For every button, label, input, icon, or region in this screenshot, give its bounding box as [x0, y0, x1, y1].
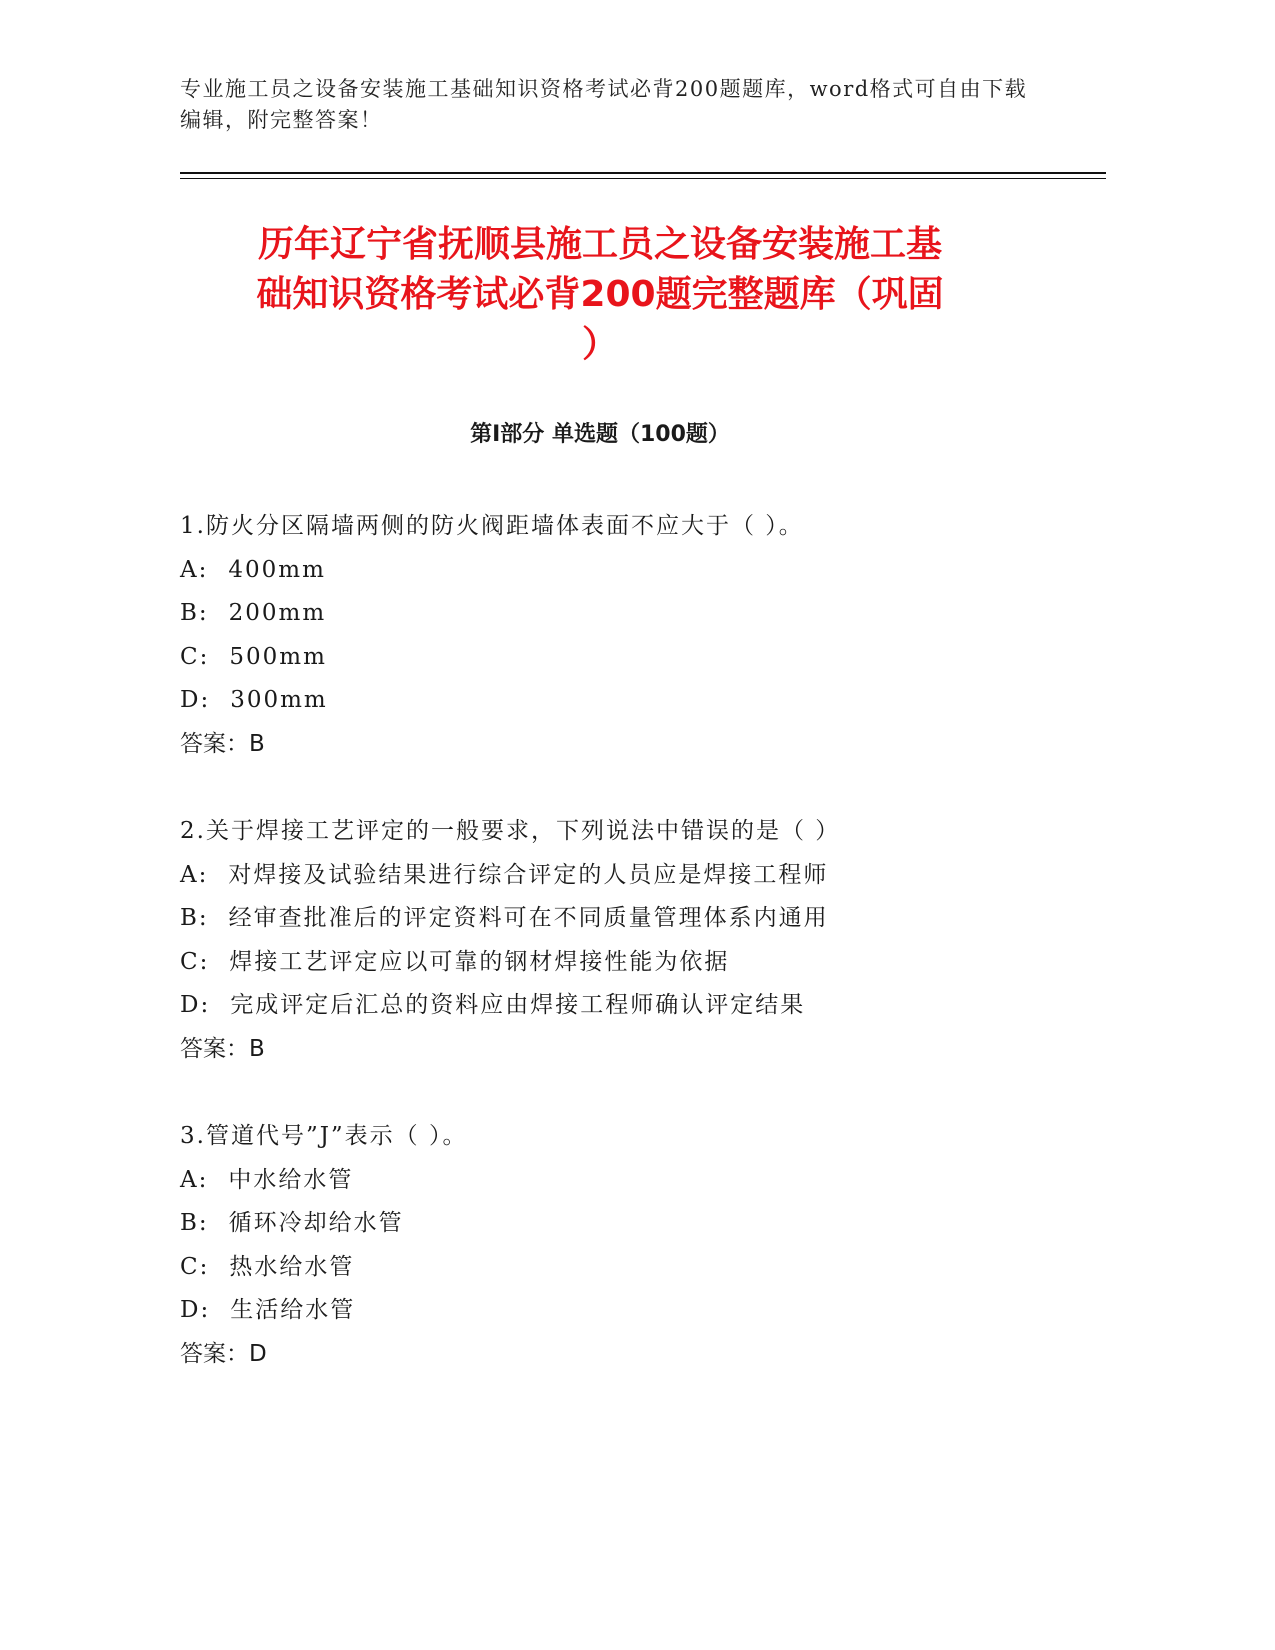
- question-1: [180, 505, 1080, 766]
- answer: 答案：B: [180, 730, 265, 757]
- option-text: 焊接工艺评定应以可靠的钢材焊接性能为依据: [229, 948, 730, 975]
- option-d: [180, 984, 1080, 1028]
- answer: 答案：B: [180, 1035, 265, 1062]
- header-rule-thin: [180, 178, 1106, 179]
- option-a: [180, 854, 1080, 898]
- option-key: D:: [180, 687, 211, 713]
- question-3: [180, 1115, 1080, 1376]
- question-2: [180, 810, 1080, 1071]
- option-key: D:: [180, 992, 211, 1018]
- option-key: A:: [180, 1166, 209, 1193]
- option-text: 热水给水管: [229, 1253, 355, 1280]
- option-text: 500mm: [229, 643, 327, 670]
- option-c: [180, 941, 1080, 985]
- question-stem: 2.关于焊接工艺评定的一般要求，下列说法中错误的是（ ）: [180, 818, 841, 844]
- question-stem: 1.防火分区隔墙两侧的防火阀距墙体表面不应大于（ ）。: [180, 513, 804, 539]
- option-key: C:: [180, 643, 210, 670]
- option-b: [180, 592, 1080, 636]
- option-key: A:: [180, 556, 209, 583]
- option-key: C:: [180, 1253, 210, 1280]
- option-key: C:: [180, 948, 210, 975]
- option-text: 对焊接及试验结果进行综合评定的人员应是焊接工程师: [228, 861, 829, 888]
- option-d: [180, 1289, 1080, 1333]
- option-text: 经审查批准后的评定资料可在不同质量管理体系内通用: [228, 905, 829, 931]
- option-key: B:: [180, 1210, 209, 1236]
- section-title: 第I部分 单选题（100题）: [470, 422, 730, 447]
- option-a: [180, 1159, 1080, 1203]
- option-d: [180, 679, 1080, 723]
- option-b: [180, 1202, 1080, 1246]
- document-title: [180, 220, 1020, 370]
- header-note: 专业施工员之设备安装施工基础知识资格考试必背200题题库，word格式可自由下载编辑，附完整答案！: [180, 77, 1028, 132]
- question-stem: 3.管道代号”J”表示（ ）。: [180, 1123, 468, 1149]
- header-rule-thick: [180, 172, 1106, 174]
- document-title-line-3: ）: [581, 324, 618, 365]
- document-title-line-2: 础知识资格考试必背200题完整题库（巩固: [256, 274, 944, 315]
- question-list: [180, 505, 1080, 1420]
- answer: 答案：D: [180, 1340, 267, 1367]
- option-key: D:: [180, 1297, 211, 1323]
- option-key: A:: [180, 861, 209, 888]
- option-text: 中水给水管: [228, 1166, 354, 1193]
- option-text: 200mm: [228, 600, 327, 626]
- option-text: 循环冷却给水管: [228, 1210, 404, 1236]
- option-c: [180, 1246, 1080, 1290]
- option-a: [180, 549, 1080, 593]
- option-key: B:: [180, 600, 209, 626]
- option-key: B:: [180, 905, 209, 931]
- option-c: [180, 636, 1080, 680]
- option-text: 300mm: [230, 687, 328, 713]
- option-text: 400mm: [228, 556, 326, 583]
- document-title-line-1: 历年辽宁省抚顺县施工员之设备安装施工基: [257, 224, 942, 265]
- option-text: 完成评定后汇总的资料应由焊接工程师确认评定结果: [230, 992, 806, 1018]
- option-text: 生活给水管: [230, 1297, 356, 1323]
- option-b: [180, 897, 1080, 941]
